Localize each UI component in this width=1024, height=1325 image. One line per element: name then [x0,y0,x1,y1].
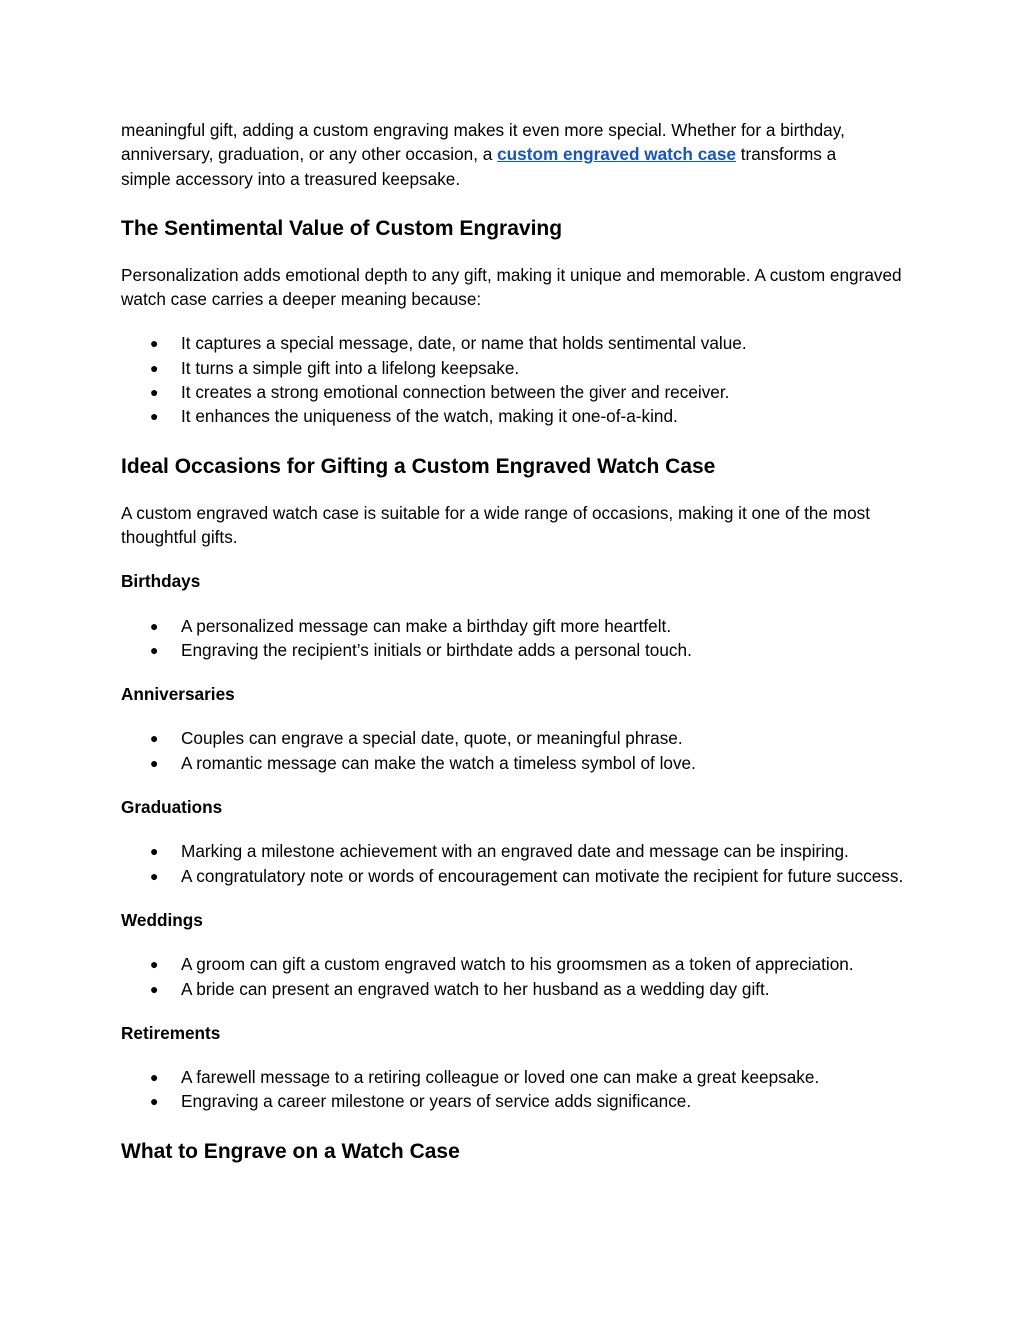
list-item: ● It enhances the uniqueness of the watch, making it one-of-a-kind. [121,404,911,428]
section-heading-ideal-occasions: Ideal Occasions for Gifting a Custom Engraved Watch Case [121,454,716,478]
list-item: ● A romantic message can make the watch a timeless symbol of love. [121,751,911,775]
intro-line-1: meaningful gift, adding a custom engraving makes it even more special. Whether for a birthday, [121,120,845,140]
list-item: ● A groom can gift a custom engraved watch to his groomsmen as a token of appreciation. [121,952,911,976]
bullet-icon: ● [150,956,159,973]
retirements-list [121,1065,911,1114]
graduations-list [121,839,911,888]
sentimental-value-list [121,331,911,428]
bullet-icon: ● [150,359,159,376]
bullet-icon: ● [150,843,159,860]
birthdays-list [121,614,911,663]
occasion-heading-retirements: Retirements [121,1022,221,1043]
list-item: ● A farewell message to a retiring colleague or loved one can make a great keepsake. [121,1065,911,1089]
custom-engraved-watch-case-link[interactable]: custom engraved watch case [497,144,736,165]
list-item: ● A personalized message can make a birthday gift more heartfelt. [121,614,911,638]
bullet-icon: ● [150,1069,159,1086]
intro-line-2-start: anniversary, graduation, or any other occasion, a [121,144,498,165]
bullet-icon: ● [150,641,159,658]
bullet-icon: ● [150,1093,159,1110]
list-item: ● Couples can engrave a special date, quote, or meaningful phrase. [121,726,911,750]
section-paragraph-sentimental-value: Personalization adds emotional depth to any gift, making it unique and memorable. A custom engraved watch case carries a deeper meaning because: [121,264,902,310]
occasion-heading-weddings: Weddings [121,909,203,930]
bullet-icon: ● [150,617,159,634]
list-item: ● It captures a special message, date, or name that holds sentimental value. [121,331,911,355]
bullet-icon: ● [150,335,159,352]
list-item: ● Engraving the recipient’s initials or birthdate adds a personal touch. [121,638,911,662]
bullet-icon: ● [150,754,159,771]
bullet-icon: ● [150,980,159,997]
bullet-icon: ● [150,867,159,884]
intro-line-3: simple accessory into a treasured keepsake. [121,168,461,189]
section-paragraph-ideal-occasions: A custom engraved watch case is suitable for a wide range of occasions, making it one of the most thoughtful gifts. [121,502,871,547]
list-item: ● A bride can present an engraved watch to her husband as a wedding day gift. [121,977,911,1001]
list-item: ● A congratulatory note or words of encouragement can motivate the recipient for future success. [121,864,911,888]
occasion-heading-anniversaries: Anniversaries [121,684,235,705]
list-item: ● Engraving a career milestone or years of service adds significance. [121,1089,911,1113]
intro-paragraph [121,118,911,191]
bullet-icon: ● [150,384,159,401]
occasion-heading-birthdays: Birthdays [121,571,201,592]
bullet-icon: ● [150,408,159,425]
document-page [121,118,911,1165]
weddings-list [121,952,911,1001]
list-item: ● Marking a milestone achievement with an engraved date and message can be inspiring. [121,839,911,863]
bullet-icon: ● [150,730,159,747]
anniversaries-list [121,726,911,775]
list-item: ● It creates a strong emotional connection between the giver and receiver. [121,380,911,404]
intro-line-2-end: transforms a [735,144,837,165]
section-heading-sentimental-value: The Sentimental Value of Custom Engraving [121,216,563,240]
list-item: ● It turns a simple gift into a lifelong keepsake. [121,356,911,380]
section-heading-what-to-engrave: What to Engrave on a Watch Case [121,1139,460,1163]
occasion-heading-graduations: Graduations [121,797,223,818]
